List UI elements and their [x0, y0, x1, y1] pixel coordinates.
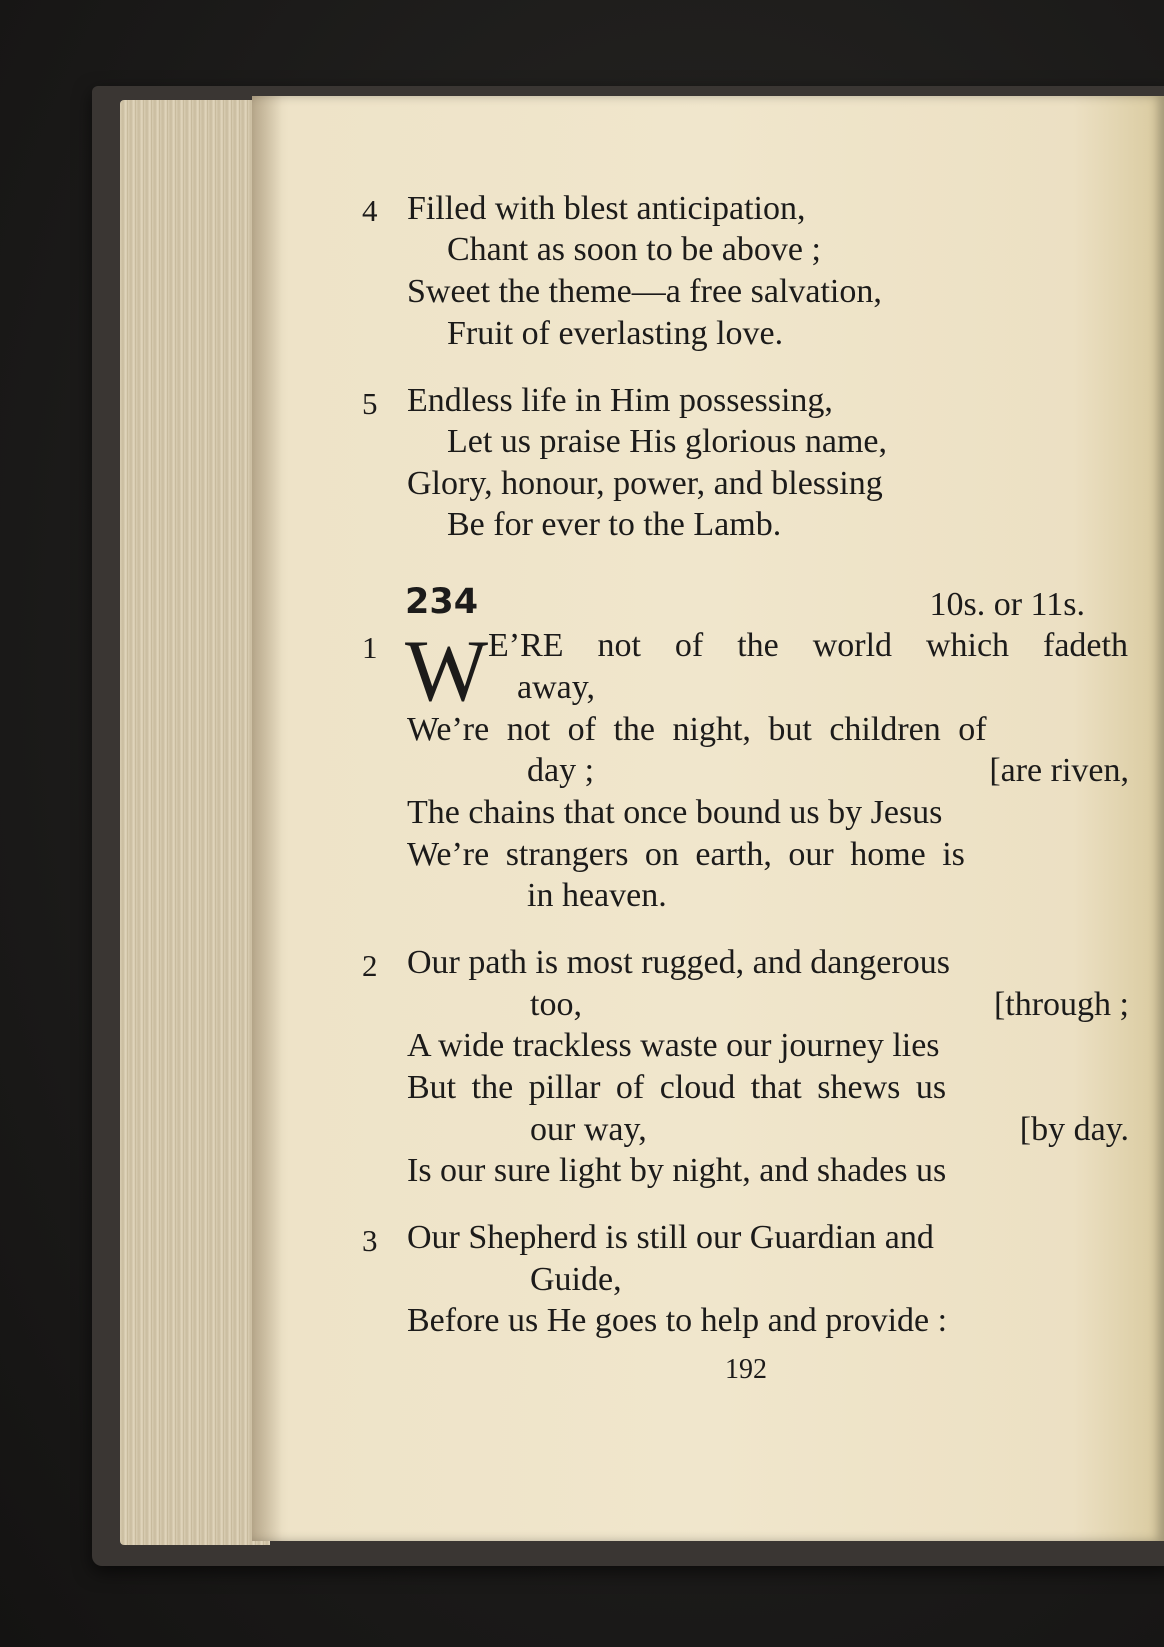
verse-line: We’re strangers on earth, our home is — [407, 836, 965, 873]
verse-line: too, — [530, 986, 582, 1023]
verse-line: Sweet the theme—a free salvation, — [407, 273, 882, 310]
page-number: 192 — [725, 1354, 767, 1385]
verse-line: [by day. — [1019, 1111, 1129, 1148]
verse-line: Before us He goes to help and provide : — [407, 1302, 948, 1339]
drop-cap: W — [405, 623, 489, 720]
verse-line: Endless life in Him possessing, — [407, 382, 833, 419]
verse-line: [are riven, — [989, 752, 1129, 789]
verse-line: Fruit of everlasting love. — [447, 315, 784, 352]
verse-number: 4 — [362, 193, 378, 228]
verse-line: The chains that once bound us by Jesus — [407, 794, 943, 831]
verse-line: Guide, — [530, 1261, 622, 1298]
verse-line: Filled with blest anticipation, — [407, 190, 806, 227]
verse-number: 2 — [362, 948, 378, 983]
verse-line: Glory, honour, power, and blessing — [407, 465, 883, 502]
verse-line: Our path is most rugged, and dangerous — [407, 944, 950, 981]
verse-line: Our Shepherd is still our Guardian and — [407, 1219, 934, 1256]
hymn-meter: 10s. or 11s. — [929, 586, 1085, 623]
verse-line: Be for ever to the Lamb. — [447, 506, 782, 543]
verse-line: [through ; — [993, 986, 1129, 1023]
verse-line: Chant as soon to be above ; — [447, 231, 821, 268]
verse-line: our way, — [530, 1111, 647, 1148]
verse-line: E’RE not of the world which fadeth — [488, 627, 1128, 664]
hymn-number: 234 — [405, 582, 479, 622]
verse-line: away, — [517, 669, 596, 706]
verse-line: We’re not of the night, but children of — [407, 711, 987, 748]
verse-number: 5 — [362, 386, 378, 421]
verse-number: 1 — [362, 630, 378, 665]
verse-line: in heaven. — [527, 877, 667, 914]
verse-line: A wide trackless waste our journey lies — [407, 1027, 940, 1064]
verse-number: 3 — [362, 1223, 378, 1258]
verse-line: Let us praise His glorious name, — [447, 423, 888, 460]
verse-line: day ; — [527, 752, 595, 789]
verse-line: But the pillar of cloud that shews us — [407, 1069, 947, 1106]
verse-line: Is our sure light by night, and shades us — [407, 1152, 947, 1189]
